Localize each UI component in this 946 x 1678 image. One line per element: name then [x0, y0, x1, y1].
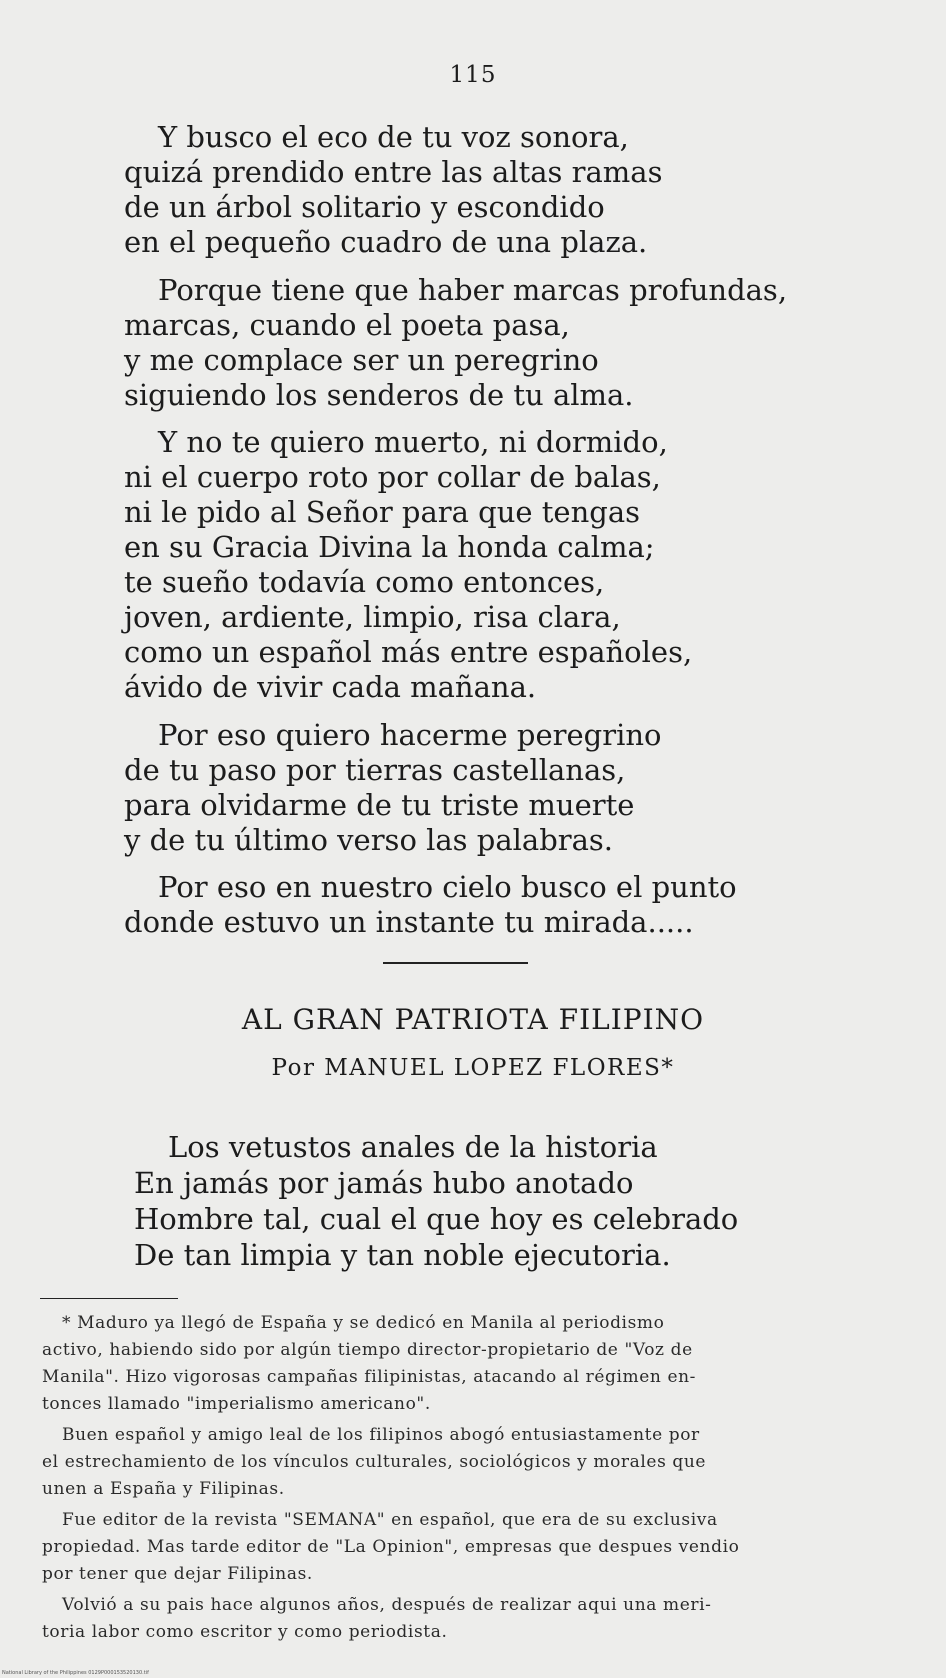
- footnote-line: tonces llamado "imperialismo americano".: [42, 1394, 431, 1414]
- poem-title: AL GRAN PATRIOTA FILIPINO: [241, 1003, 705, 1036]
- poem-line: ni el cuerpo roto por collar de balas,: [124, 460, 661, 494]
- poem-line: y de tu último verso las palabras.: [124, 823, 614, 857]
- footnote-line: unen a España y Filipinas.: [42, 1479, 285, 1499]
- poem-line: y me complace ser un peregrino: [124, 343, 599, 377]
- poem-line: Porque tiene que haber marcas profundas,: [158, 273, 788, 307]
- footnote-line: activo, habiendo sido por algún tiempo director-propietario de "Voz de: [42, 1340, 693, 1360]
- poem-line: de un árbol solitario y escondido: [124, 190, 605, 224]
- poem-line: para olvidarme de tu triste muerte: [124, 788, 635, 822]
- poem-byline: Por MANUEL LOPEZ FLORES*: [271, 1055, 675, 1081]
- poem-line: Y busco el eco de tu voz sonora,: [158, 120, 629, 154]
- poem-line: marcas, cuando el poeta pasa,: [124, 308, 570, 342]
- poem-line: en su Gracia Divina la honda calma;: [124, 530, 655, 564]
- footnote-line: * Maduro ya llegó de España y se dedicó en Manila al periodismo: [62, 1313, 665, 1333]
- footnote-line: el estrechamiento de los vínculos culturales, sociológicos y morales que: [42, 1452, 707, 1472]
- footnote-line: propiedad. Mas tarde editor de "La Opinion", empresas que despues vendio: [42, 1537, 740, 1557]
- poem-line: Y no te quiero muerto, ni dormido,: [158, 425, 668, 459]
- footnote-line: Manila". Hizo vigorosas campañas filipinistas, atacando al régimen en-: [42, 1367, 697, 1387]
- poem-line: ávido de vivir cada mañana.: [124, 670, 537, 704]
- poem-line: ni le pido al Señor para que tengas: [124, 495, 641, 529]
- poem-line: te sueño todavía como entonces,: [124, 565, 605, 599]
- footnote-line: por tener que dejar Filipinas.: [42, 1564, 313, 1584]
- poem-line: donde estuvo un instante tu mirada.....: [124, 905, 694, 939]
- poem-line: en el pequeño cuadro de una plaza.: [124, 225, 648, 259]
- poem-line: De tan limpia y tan noble ejecutoria.: [134, 1238, 671, 1272]
- poem-line: Los vetustos anales de la historia: [168, 1130, 658, 1164]
- footnote-line: Volvió a su pais hace algunos años, después de realizar aqui una meri-: [62, 1595, 712, 1615]
- poem-line: Por eso en nuestro cielo busco el punto: [158, 870, 737, 904]
- footnote-line: toria labor como escritor y como periodista.: [42, 1622, 448, 1642]
- poem-line: joven, ardiente, limpio, risa clara,: [124, 600, 621, 634]
- footnote-line: Buen español y amigo leal de los filipinos abogó entusiastamente por: [62, 1425, 700, 1445]
- scan-identifier: National Library of the Philippines 0129P000153520130.tif: [2, 1670, 149, 1676]
- footnote-divider: [40, 1298, 178, 1299]
- page-number: 115: [449, 62, 497, 88]
- footnote-line: Fue editor de la revista "SEMANA" en español, que era de su exclusiva: [62, 1510, 718, 1530]
- poem-line: como un español más entre españoles,: [124, 635, 693, 669]
- poem-line: Hombre tal, cual el que hoy es celebrado: [134, 1202, 739, 1236]
- section-divider: [383, 962, 528, 964]
- poem-line: quizá prendido entre las altas ramas: [124, 155, 663, 189]
- poem-line: de tu paso por tierras castellanas,: [124, 753, 626, 787]
- poem-line: En jamás por jamás hubo anotado: [134, 1166, 634, 1200]
- poem-line: siguiendo los senderos de tu alma.: [124, 378, 634, 412]
- poem-line: Por eso quiero hacerme peregrino: [158, 718, 662, 752]
